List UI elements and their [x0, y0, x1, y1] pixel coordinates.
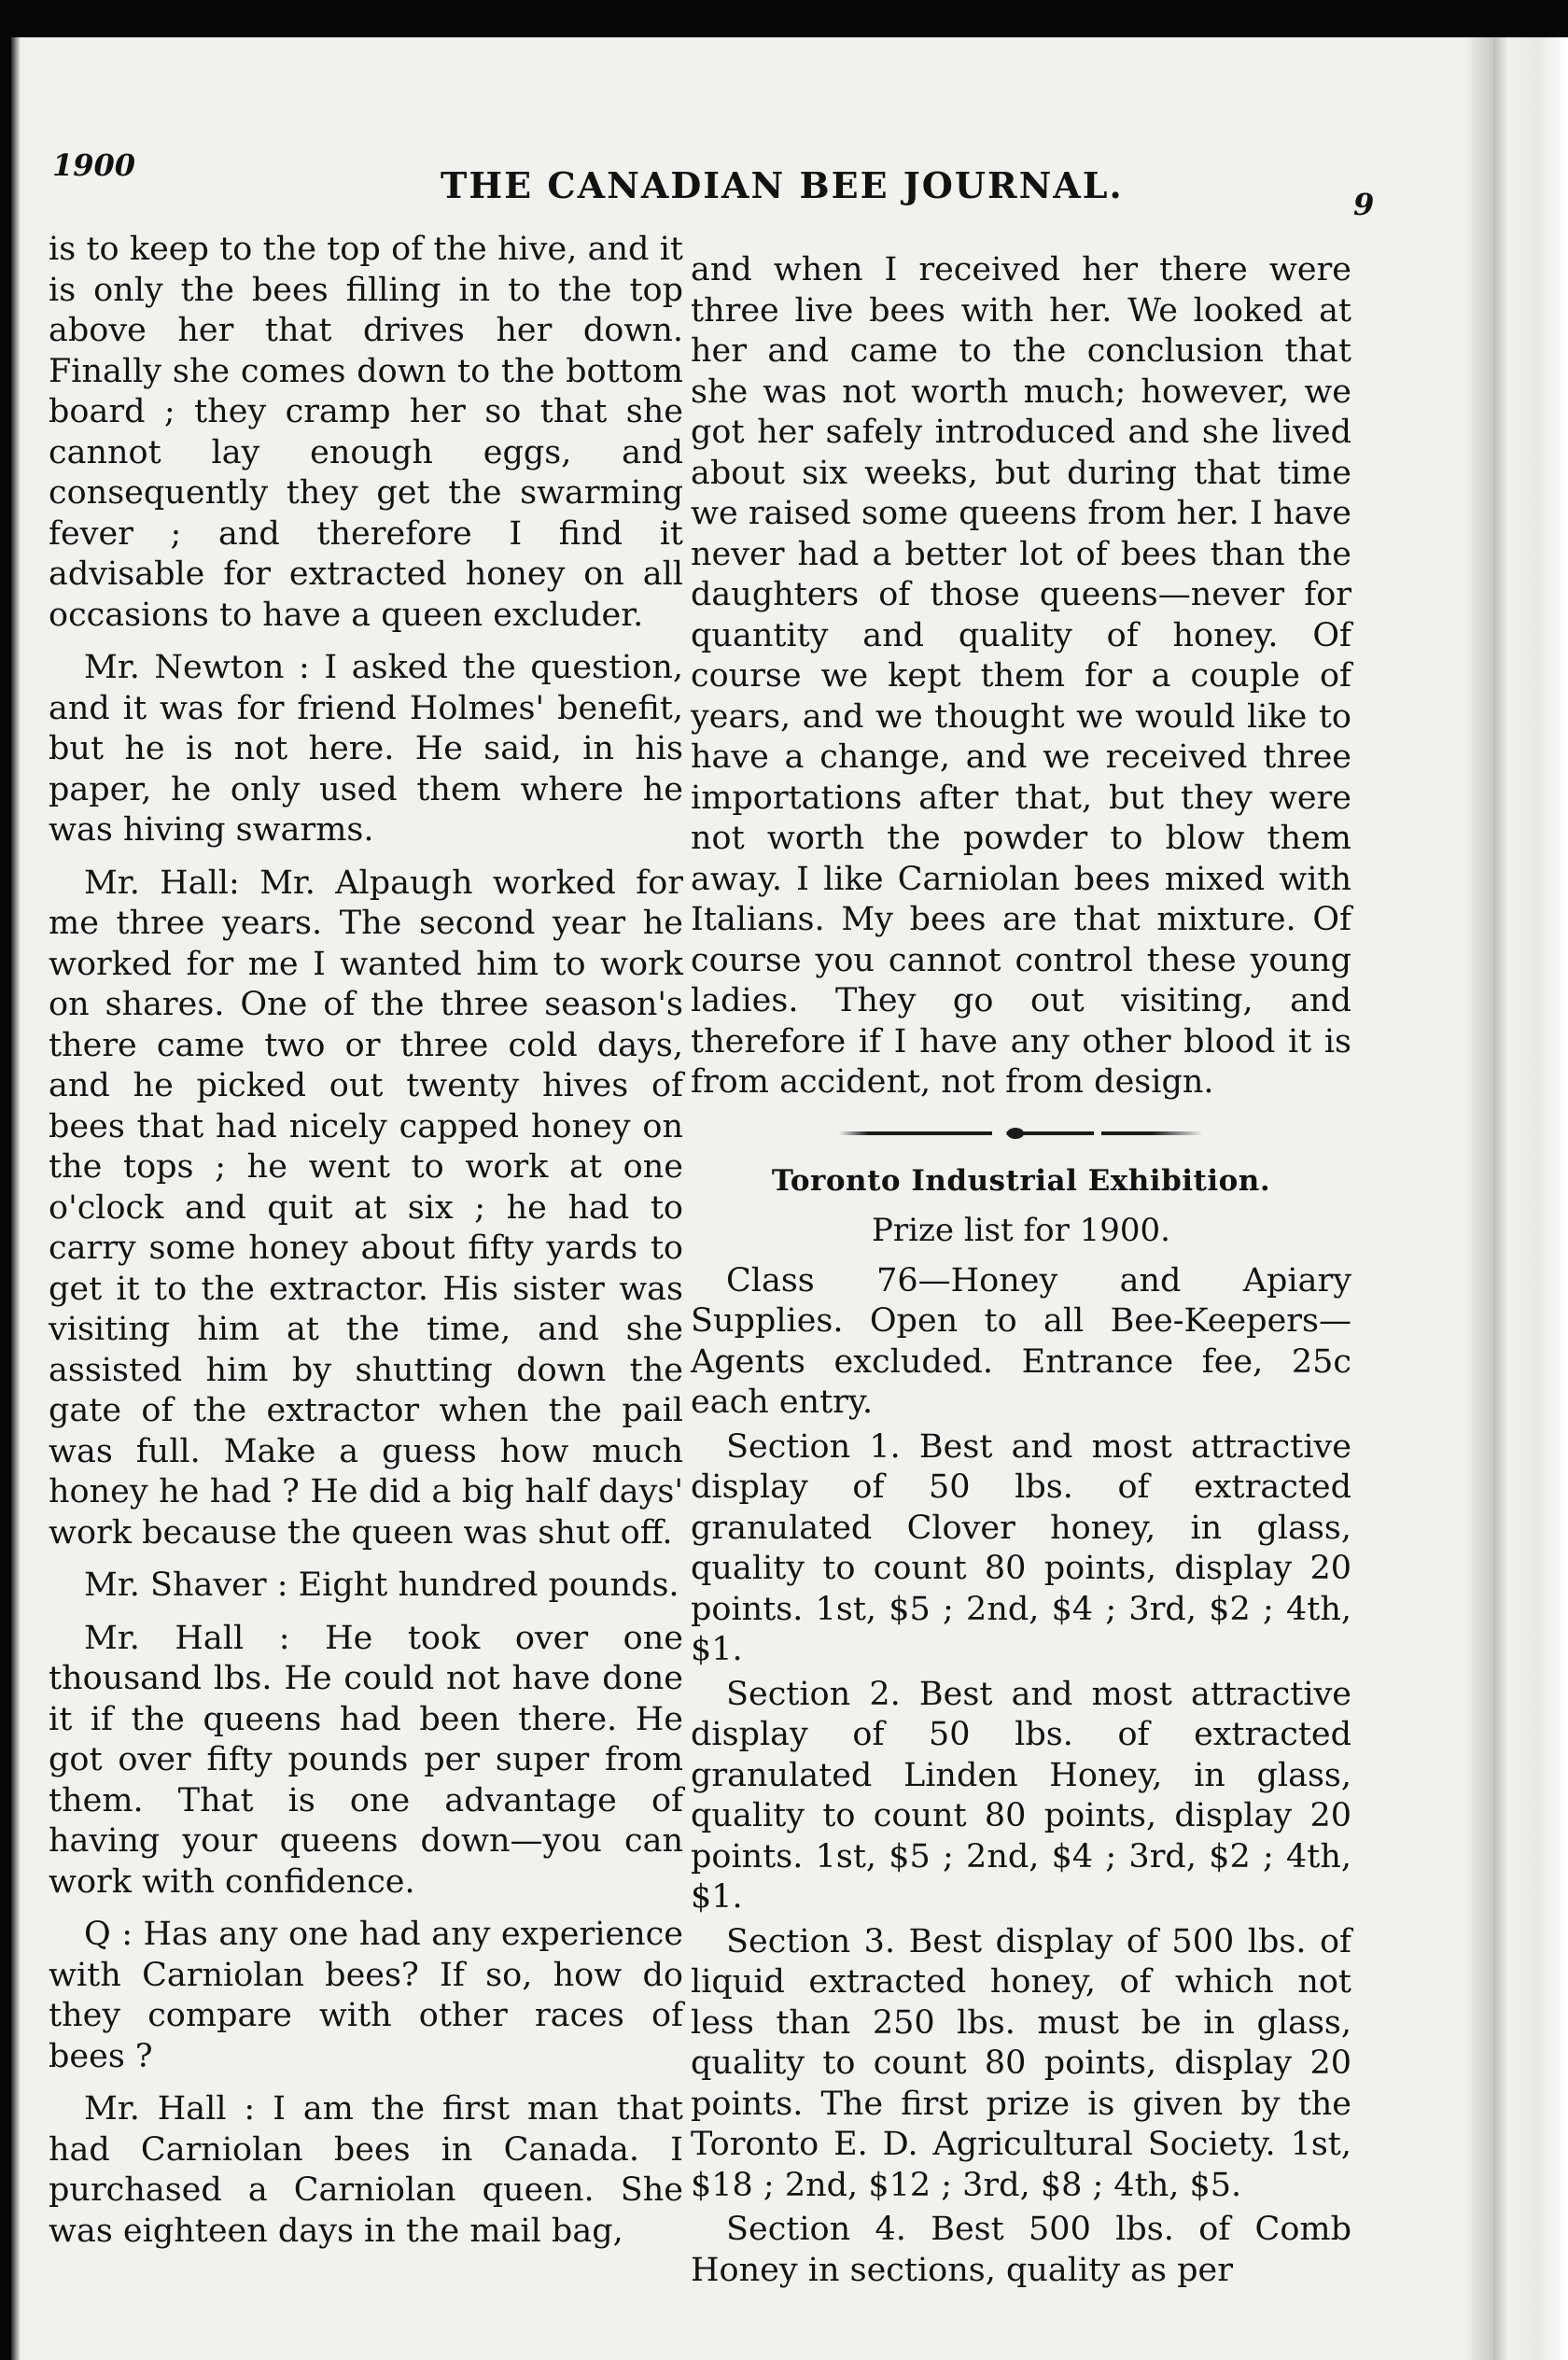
left-paragraph-1: is to keep to the top of the hive, and it is only the bees filling in to the top above her that drives her down. Finally she comes down to the bottom board ; they cramp her so that she cannot lay enough eggs, and consequently they get the swarming fever ; and therefore I find it advisable for extracted honey on all occasions to have a queen excluder. [49, 231, 683, 634]
left-paragraph-6: Q : Has any one had any experience with Carniolan bees? If so, how do they compare with other races of bees ? [49, 1916, 683, 2075]
binding-shadow [11, 37, 21, 2360]
left-paragraph-4: Mr. Shaver : Eight hundred pounds. [84, 1566, 679, 1604]
prize-list-subheading: Prize list for 1900. [872, 1212, 1170, 1249]
right-column [691, 250, 1351, 2291]
section-3-entry: Section 3. Best display of 500 lbs. of liquid extracted honey, of which not less than 250 lbs. must be in glass, quality to count 80 points, display 20 points. The first prize is given by the Toronto E. D. Agricultural Society. 1st, $18 ; 2nd, $12 ; 3rd, $8 ; 4th, $5. [691, 1922, 1351, 2204]
journal-title: THE CANADIAN BEE JOURNAL. [441, 164, 1124, 206]
left-paragraph-7: Mr. Hall : I am the first man that had Carniolan bees in Canada. I purchased a Carniolan queen. She was eighteen days in the mail bag, [49, 2090, 683, 2250]
section-1-entry: Section 1. Best and most attractive display of 50 lbs. of extracted granulated Clover honey, in glass, quality to count 80 points, display 20 points. 1st, $5 ; 2nd, $4 ; 3rd, $2 ; 4th, $1. [691, 1427, 1351, 1668]
exhibition-heading: Toronto Industrial Exhibition. [771, 1163, 1271, 1198]
class-description: Class 76—Honey and Apiary Supplies. Open to all Bee-Keepers—Agents excluded. Entrance fee, 25c each entry. [691, 1261, 1351, 1421]
section-4-entry: Section 4. Best 500 lbs. of Comb Honey in sections, quality as per [691, 2211, 1351, 2289]
left-paragraph-3: Mr. Hall: Mr. Alpaugh worked for me three years. The second year he worked for me I wanted him to work on shares. One of the three season's there came two or three cold days, and he picked out twenty hives of bees that had nicely capped honey on the tops ; he went to work at one o'clock and quit at six ; he had to carry some honey about fifty yards to get it to the extractor. His sister was visiting him at the time, and she assisted him by shutting down the gate of the extractor when the pail was full. Make a guess how much honey he had ? He did a big half days' work because the queen was shut off. [49, 864, 683, 1552]
running-header [30, 127, 1411, 222]
section-2-entry: Section 2. Best and most attractive display of 50 lbs. of extracted granulated Linden Honey, in glass, quality to count 80 points, display 20 points. 1st, $5 ; 2nd, $4 ; 3rd, $2 ; 4th, $1. [691, 1675, 1351, 1916]
section-divider [839, 1131, 1203, 1135]
page-number: 9 [1353, 187, 1375, 222]
header-year: 1900 [52, 148, 136, 183]
left-paragraph-2: Mr. Newton : I asked the question, and it was for friend Holmes' benefit, but he is not here. He said, in his paper, he only used them where he was hiving swarms. [49, 649, 683, 849]
left-paragraph-5: Mr. Hall : He took over one thousand lbs. He could not have done it if the queens had been there. He got over fifty pounds per super from them. That is one advantage of having your queens down—you can work with confidence. [49, 1619, 683, 1901]
scanned-page [11, 37, 1493, 2360]
page-edge [1493, 37, 1568, 2360]
right-continuation-paragraph: and when I received her there were three live bees with her. We looked at her and came to the conclusion that she was not worth much; however, we got her safely introduced and she lived about six weeks, but during that time we raised some queens from her. I have never had a better lot of bees than the daughters of those queens—never for quantity and quality of honey. Of course we kept them for a couple of years, and we thought we would like to have a change, and we received three importations after that, but they were not worth the powder to blow them away. I like Carniolan bees mixed with Italians. My bees are that mixture. Of course you cannot control these young ladies. They go out visiting, and therefore if I have any other blood it is from accident, not from design. [691, 251, 1351, 1101]
left-column [49, 230, 683, 2252]
